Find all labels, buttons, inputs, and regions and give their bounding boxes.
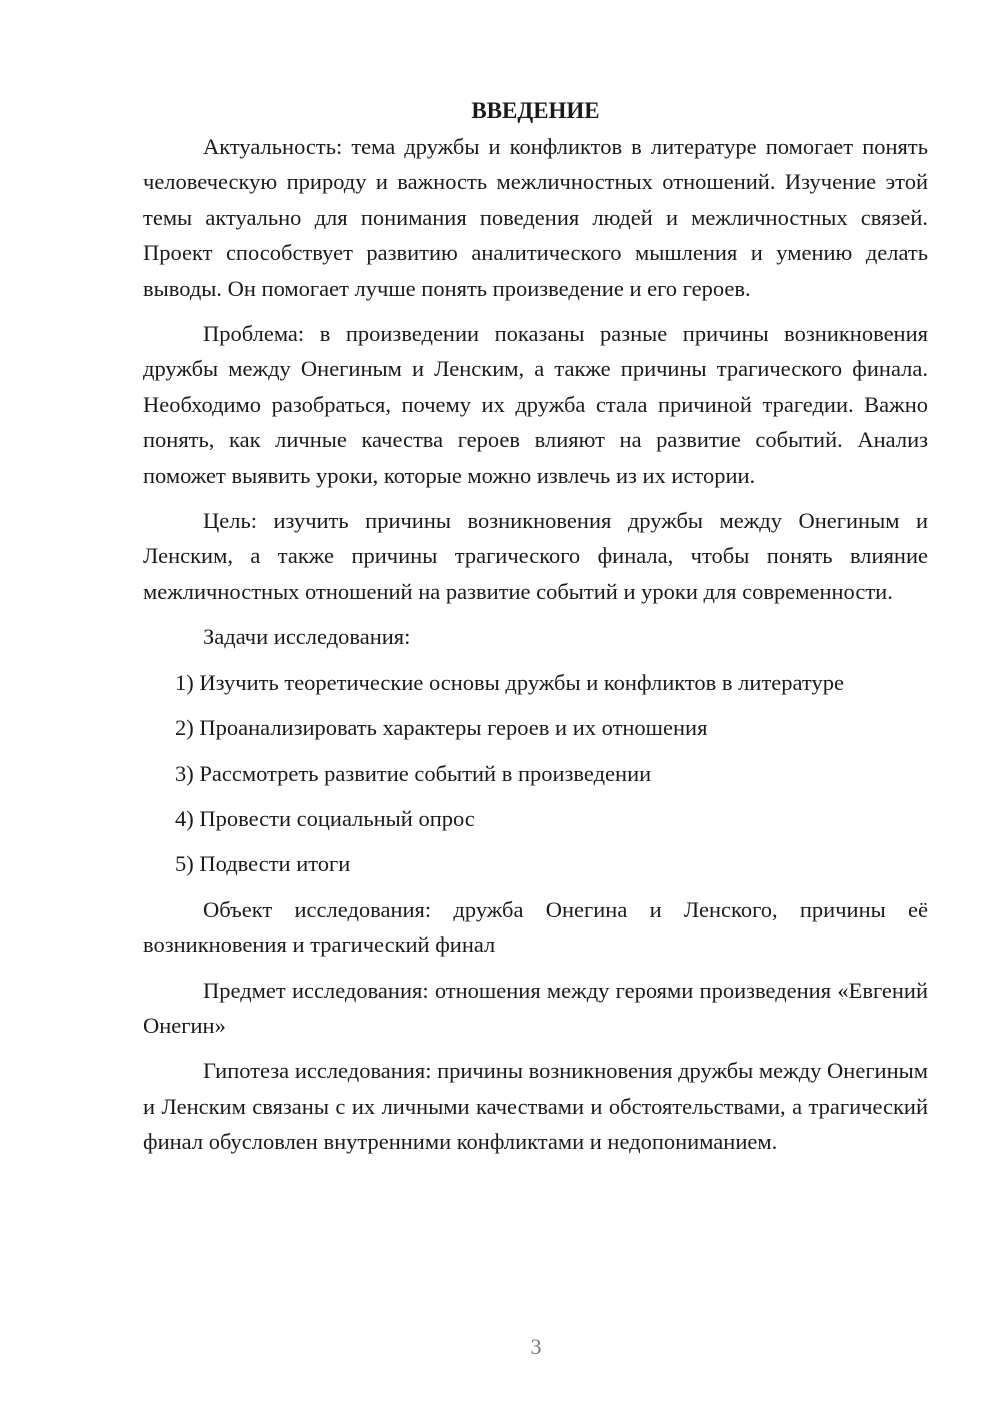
list-item: 4) Провести социальный опрос (175, 805, 475, 831)
problem-paragraph: Проблема: в произведении показаны разные причины возникновения дружбы между Онегиным и Ленским, а также причины трагического финала. Необходимо разобраться, почему их дружба стала причиной трагедии. Важно понять, как личные качества героев влияют на развитие событий. Анализ поможет выявить уроки, которые можно извлечь из их истории. (143, 321, 928, 488)
page-content (143, 95, 928, 1170)
list-item: 3) Рассмотреть развитие событий в произведении (175, 760, 652, 786)
tasks-list (143, 665, 928, 882)
subject-paragraph: Предмет исследования: отношения между героями произведения «Евгений Онегин» (143, 977, 928, 1038)
hypothesis-paragraph: Гипотеза исследования: причины возникновения дружбы между Онегиным и Ленским связаны с их личными качествами и обстоятельствами, а трагический финал обусловлен внутренними конфликтами и недопониманием. (143, 1058, 928, 1155)
object-paragraph: Объект исследования: дружба Онегина и Ленского, причины её возникновения и трагический финал (143, 896, 928, 958)
list-item: 1) Изучить теоретические основы дружбы и конфликтов в литературе (175, 669, 844, 695)
list-item: 5) Подвести итоги (175, 851, 351, 877)
tasks-heading: Задачи исследования: (203, 624, 411, 650)
goal-paragraph: Цель: изучить причины возникновения дружбы между Онегиным и Ленским, а также причины трагического финала, чтобы понять влияние межличностных отношений на развитие событий и уроки для современности. (143, 508, 928, 604)
list-item: 2) Проанализировать характеры героев и их отношения (175, 715, 708, 741)
section-title: ВВЕДЕНИЕ (471, 98, 600, 123)
relevance-paragraph: Актуальность: тема дружбы и конфликтов в литературе помогает понять человеческую природу и важность межличностных отношений. Изучение этой темы актуально для понимания поведения людей и межличностных связей. Проект способствует развитию аналитического мышления и умению делать выводы. Он помогает лучше понять произведение и его героев. (143, 134, 928, 301)
page-number: 3 (530, 1334, 542, 1359)
